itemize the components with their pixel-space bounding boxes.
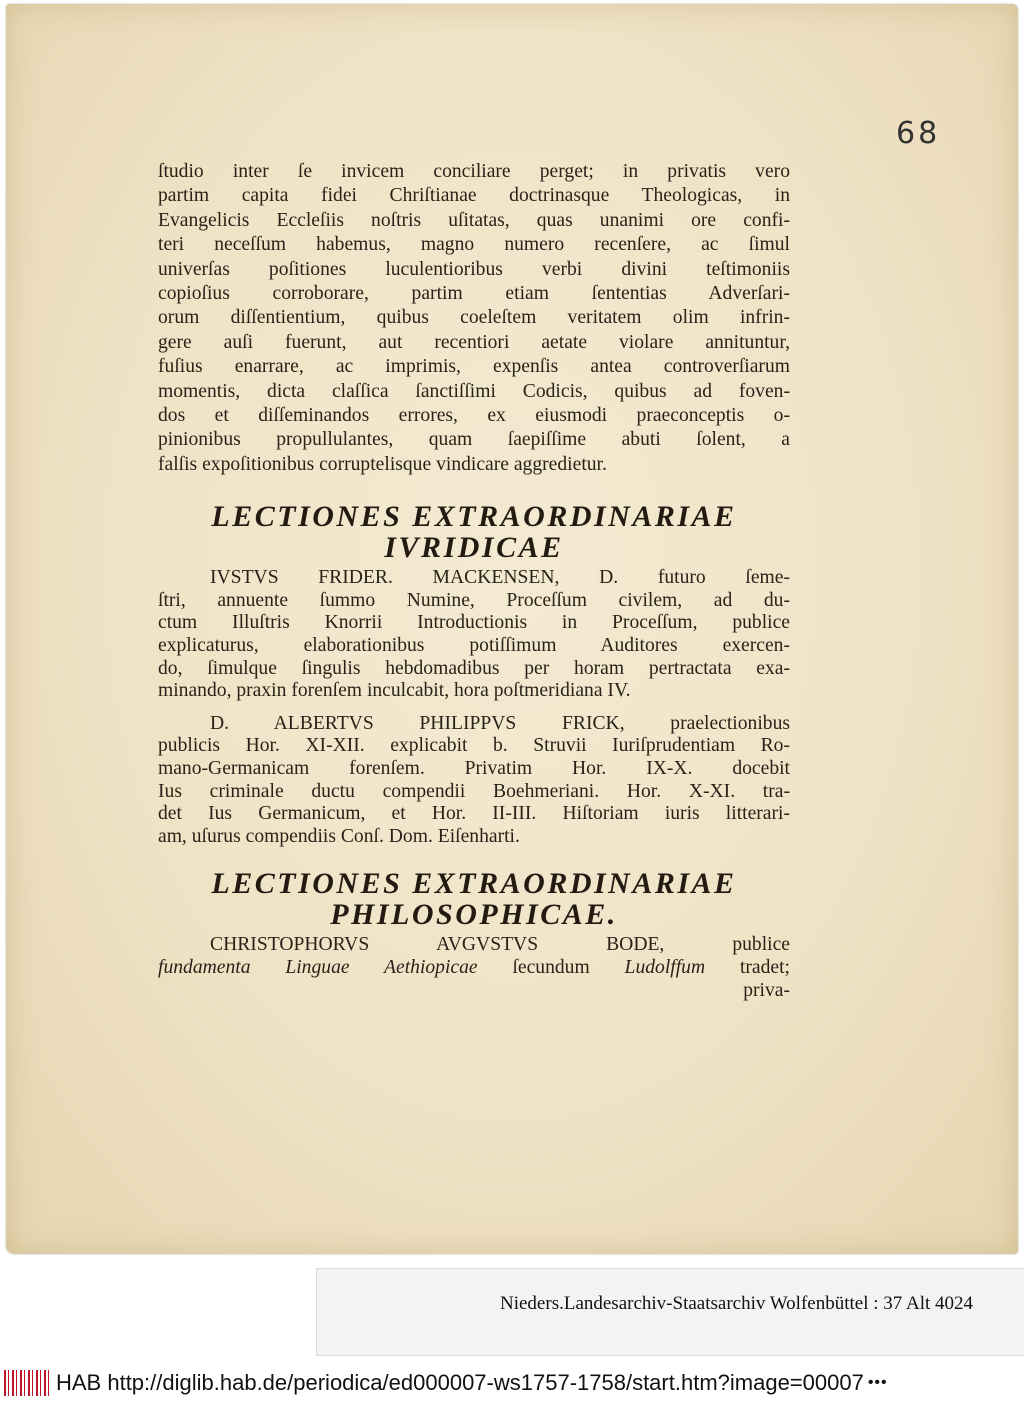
text-line: falſis expoſitionibus corruptelisque vindicare aggredietur. bbox=[158, 453, 607, 475]
text-line: explicaturus, elaborationibus potiſſimum Auditores exercen- bbox=[158, 635, 790, 657]
archive-stamp bbox=[316, 1268, 1024, 1356]
text-line: det Ius Germanicum, et Hor. II-III. Hiſtoriam iuris litterari- bbox=[158, 803, 790, 825]
text-line bbox=[158, 934, 790, 957]
heading-line: IVRIDICAE bbox=[384, 531, 564, 565]
footer-bar bbox=[0, 1362, 1024, 1403]
text-line: Evangelicis Eccleſiis noſtris uſitatas, quas unanimi ore confi- bbox=[158, 209, 790, 231]
section-heading-iuridicae bbox=[158, 501, 790, 563]
text-line bbox=[158, 713, 790, 736]
text-span: D. ALBERTVS PHILIPPVS FRICK, praelectionibus bbox=[210, 712, 790, 734]
section-heading-philosophicae bbox=[158, 868, 790, 930]
text-span: Ludolffum bbox=[624, 957, 706, 978]
text-line: gere auſi fuerunt, aut recentiori aetate violare annituntur, bbox=[158, 331, 790, 353]
lecture-entry-frick bbox=[158, 713, 790, 849]
lecture-entry-bode bbox=[158, 934, 790, 1002]
text-span: CHRISTOPHORVS AVGVSTVS BODE, publice bbox=[210, 934, 790, 956]
text-line: teri neceſſum habemus, magno numero recenſere, ac ſimul bbox=[158, 234, 790, 256]
heading-line: LECTIONES EXTRAORDINARIAE bbox=[211, 500, 737, 534]
catchword: priva- bbox=[743, 979, 790, 1001]
text-span: tradet; bbox=[739, 957, 790, 978]
text-span: ſecundum bbox=[512, 957, 590, 978]
heading-line: PHILOSOPHICAE. bbox=[330, 898, 618, 932]
more-icon[interactable]: ••• bbox=[867, 1373, 888, 1391]
text-line: publicis Hor. XI-XII. explicabit b. Struvii Iuriſprudentiam Ro- bbox=[158, 735, 790, 757]
text-line: univerſas poſitiones luculentioribus verbi divini teſtimoniis bbox=[158, 258, 790, 280]
text-line: copioſius corroborare, partim etiam ſententias Adverſari- bbox=[158, 283, 790, 305]
text-line: pinionibus propullulantes, quam ſaepiſſime abuti ſolent, a bbox=[158, 429, 790, 451]
text-line: am, uſurus compendiis Conſ. Dom. Eiſenharti. bbox=[158, 825, 520, 847]
text-line: mano-Germanicam forenſem. Privatim Hor. IX-X. docebit bbox=[158, 758, 790, 780]
footer-url-label[interactable]: HAB http://diglib.hab.de/periodica/ed000007-ws1757-1758/start.htm?image=00007 bbox=[56, 1369, 864, 1395]
intro-paragraph bbox=[158, 160, 790, 477]
text-line: ſtudio inter ſe invicem conciliare perget; in privatis vero bbox=[158, 161, 790, 182]
text-line: partim capita fidei Chriſtianae doctrinasque Theologicas, in bbox=[158, 185, 790, 207]
text-line: ctum Illuſtris Knorrii Introductionis in Proceſſum, publice bbox=[158, 612, 790, 634]
text-span: IVSTVS FRIDER. MACKENSEN, D. futuro ſeme- bbox=[210, 567, 790, 589]
archive-stamp-text: Nieders.Landesarchiv-Staatsarchiv Wolfenbüttel : 37 Alt 4024 bbox=[500, 1293, 973, 1314]
text-line: orum diſſentientium, quibus coeleſtem veritatem olim infrin- bbox=[158, 307, 790, 329]
text-line: dos et diſſeminandos errores, ex eiusmodi praeconceptis o- bbox=[158, 405, 790, 427]
document-text bbox=[158, 160, 790, 1002]
text-line: do, ſimulque ſingulis hebdomadibus per horam pertractata exa- bbox=[158, 657, 790, 679]
text-line bbox=[158, 567, 790, 590]
text-line: minando, praxin forenſem inculcabit, hora poſtmeridiana IV. bbox=[158, 680, 631, 702]
folio-number: 68 bbox=[896, 116, 941, 151]
text-line: momentis, dicta claſſica ſanctiſſimi Codicis, quibus ad foven- bbox=[158, 380, 790, 402]
heading-line: LECTIONES EXTRAORDINARIAE bbox=[211, 867, 737, 901]
lecture-entry-mackensen bbox=[158, 567, 790, 703]
barcode-icon bbox=[4, 1370, 50, 1396]
text-span: fundamenta Linguae Aethiopicae bbox=[158, 957, 478, 978]
text-line bbox=[158, 957, 790, 980]
text-line: Ius criminale ductu compendii Boehmeriani. Hor. X-XI. tra- bbox=[158, 780, 790, 802]
text-line: fuſius enarrare, ac imprimis, expenſis antea controverſiarum bbox=[158, 356, 790, 378]
text-line: ſtri, annuente ſummo Numine, Proceſſum civilem, ad du- bbox=[158, 589, 790, 611]
